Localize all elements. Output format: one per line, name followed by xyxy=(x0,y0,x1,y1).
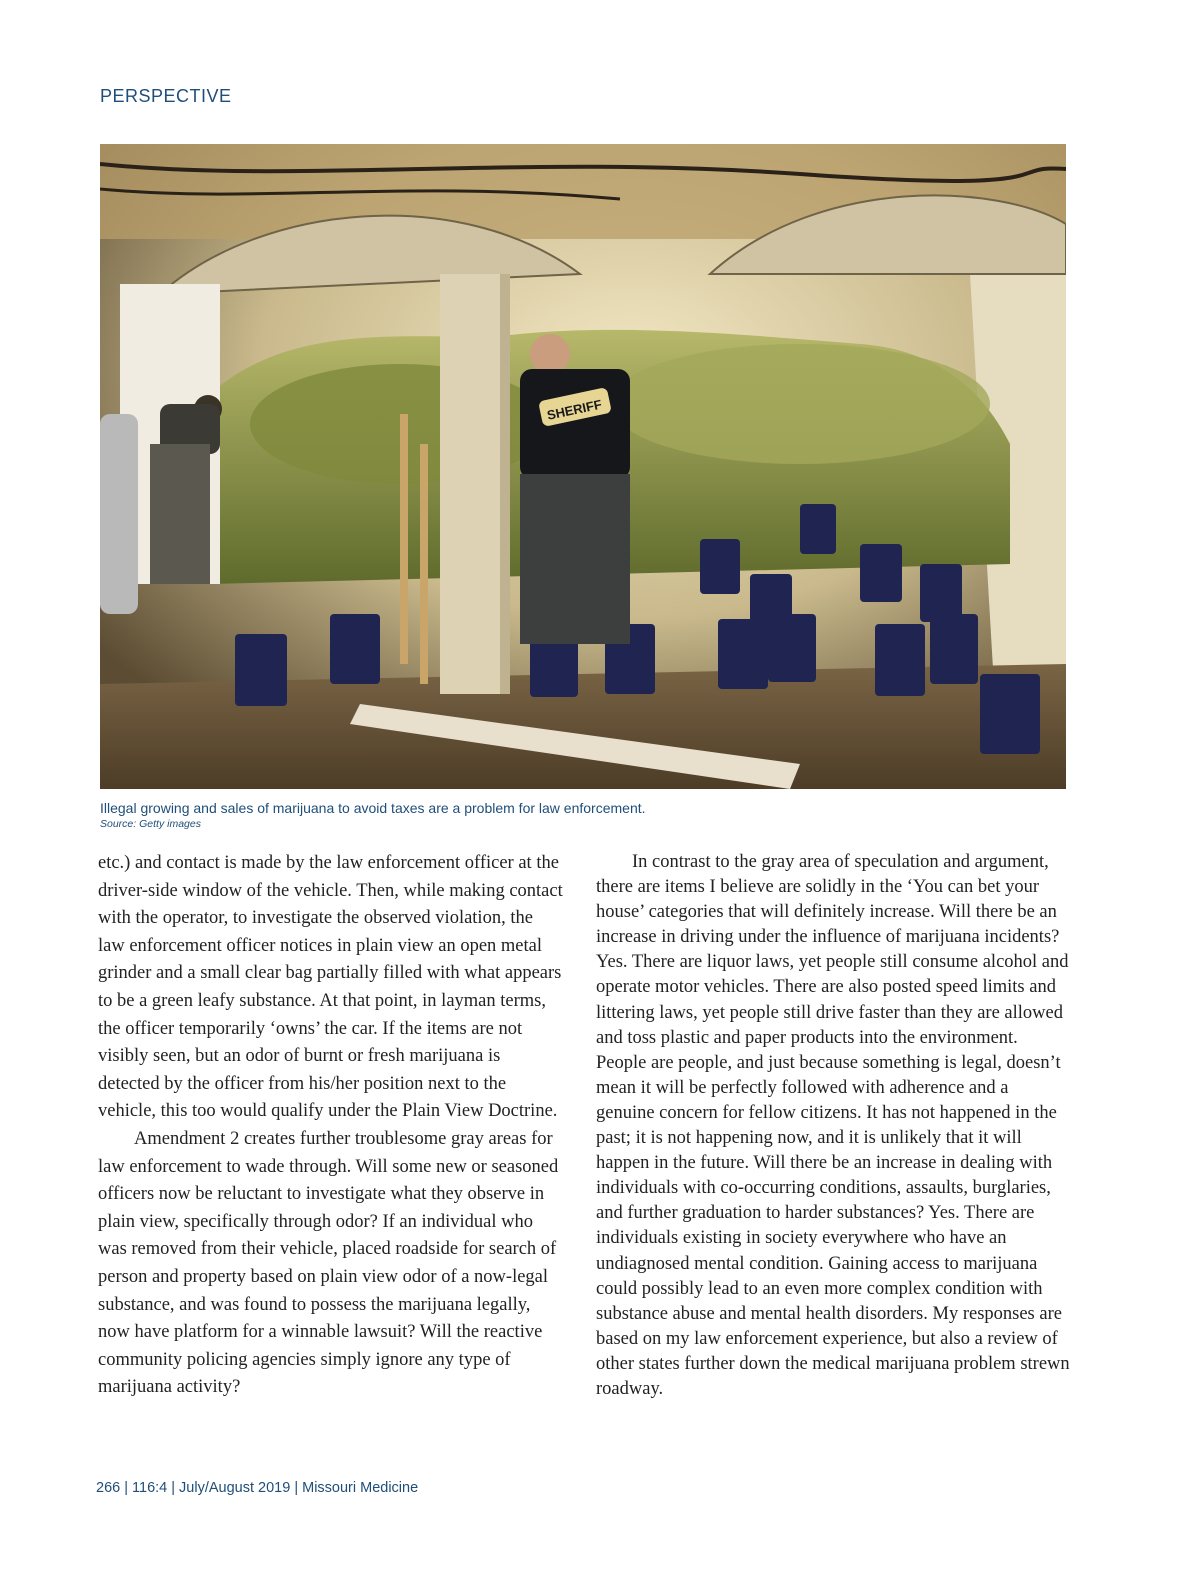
sheriff-patch: SHERIFF xyxy=(545,396,604,423)
figure-source: Source: Getty images xyxy=(100,818,201,830)
grow-room-photo xyxy=(100,144,1066,789)
figure-caption: Illegal growing and sales of marijuana to avoid taxes are a problem for law enforcement. xyxy=(100,800,646,816)
paragraph: Amendment 2 creates further troublesome gray areas for law enforcement to wade through. Will some new or seasoned officers now be reluctant to investigate what they observe in plain view, specifically through odor? If an individual who was removed from their vehicle, placed roadside for search of person and property based on plain view odor of a now-legal substance, and was found to possess the marijuana legally, now have platform for a winnable lawsuit? Will the reactive community policing agencies simply ignore any type of marijuana activity? xyxy=(98,1128,559,1398)
body-column-right xyxy=(596,850,1070,1402)
paragraph: In contrast to the gray area of speculation and argument, there are items I believe are solidly in the ‘You can bet your house’ categories that will definitely increase. Will there be an increase in driving under the influence of marijuana incidents? Yes. There are liquor laws, yet people still consume alcohol and operate motor vehicles. There are also posted speed limits and littering laws, yet people still drive faster than they are allowed and toss plastic and paper products into the environment. People are people, and just because something is legal, doesn’t mean it will be perfectly followed with adherence and a genuine concern for fellow citizens. It has not happened in the past; it is not happening now, and it is unlikely that it will happen in the future. Will there be an increase in dealing with individuals with co-occurring conditions, assaults, burglaries, and further graduation to harder substances? Yes. There are individuals existing in society everywhere who have an undiagnosed mental condition. Gaining access to marijuana could possibly lead to an even more complex condition with substance abuse and mental health disorders. My responses are based on my law enforcement experience, but also a review of other states further down the medical marijuana problem strewn roadway. xyxy=(596,852,1070,1399)
page-footer: 266 | 116:4 | July/August 2019 | Missouri Medicine xyxy=(96,1480,419,1496)
body-column-left xyxy=(98,850,564,1402)
paragraph: etc.) and contact is made by the law enforcement officer at the driver-side window of the vehicle. Then, while making contact with the operator, to investigate the observed violation, the law enforcement officer notices in plain view an open metal grinder and a small clear bag partially filled with what appears to be a green leafy substance. At that point, in layman terms, the officer temporarily ‘owns’ the car. If the items are not visibly seen, but an odor of burnt or fresh marijuana is detected by the officer from his/her position next to the vehicle, this too would qualify under the Plain View Doctrine. xyxy=(98,853,563,1122)
section-label: PERSPECTIVE xyxy=(100,86,232,106)
